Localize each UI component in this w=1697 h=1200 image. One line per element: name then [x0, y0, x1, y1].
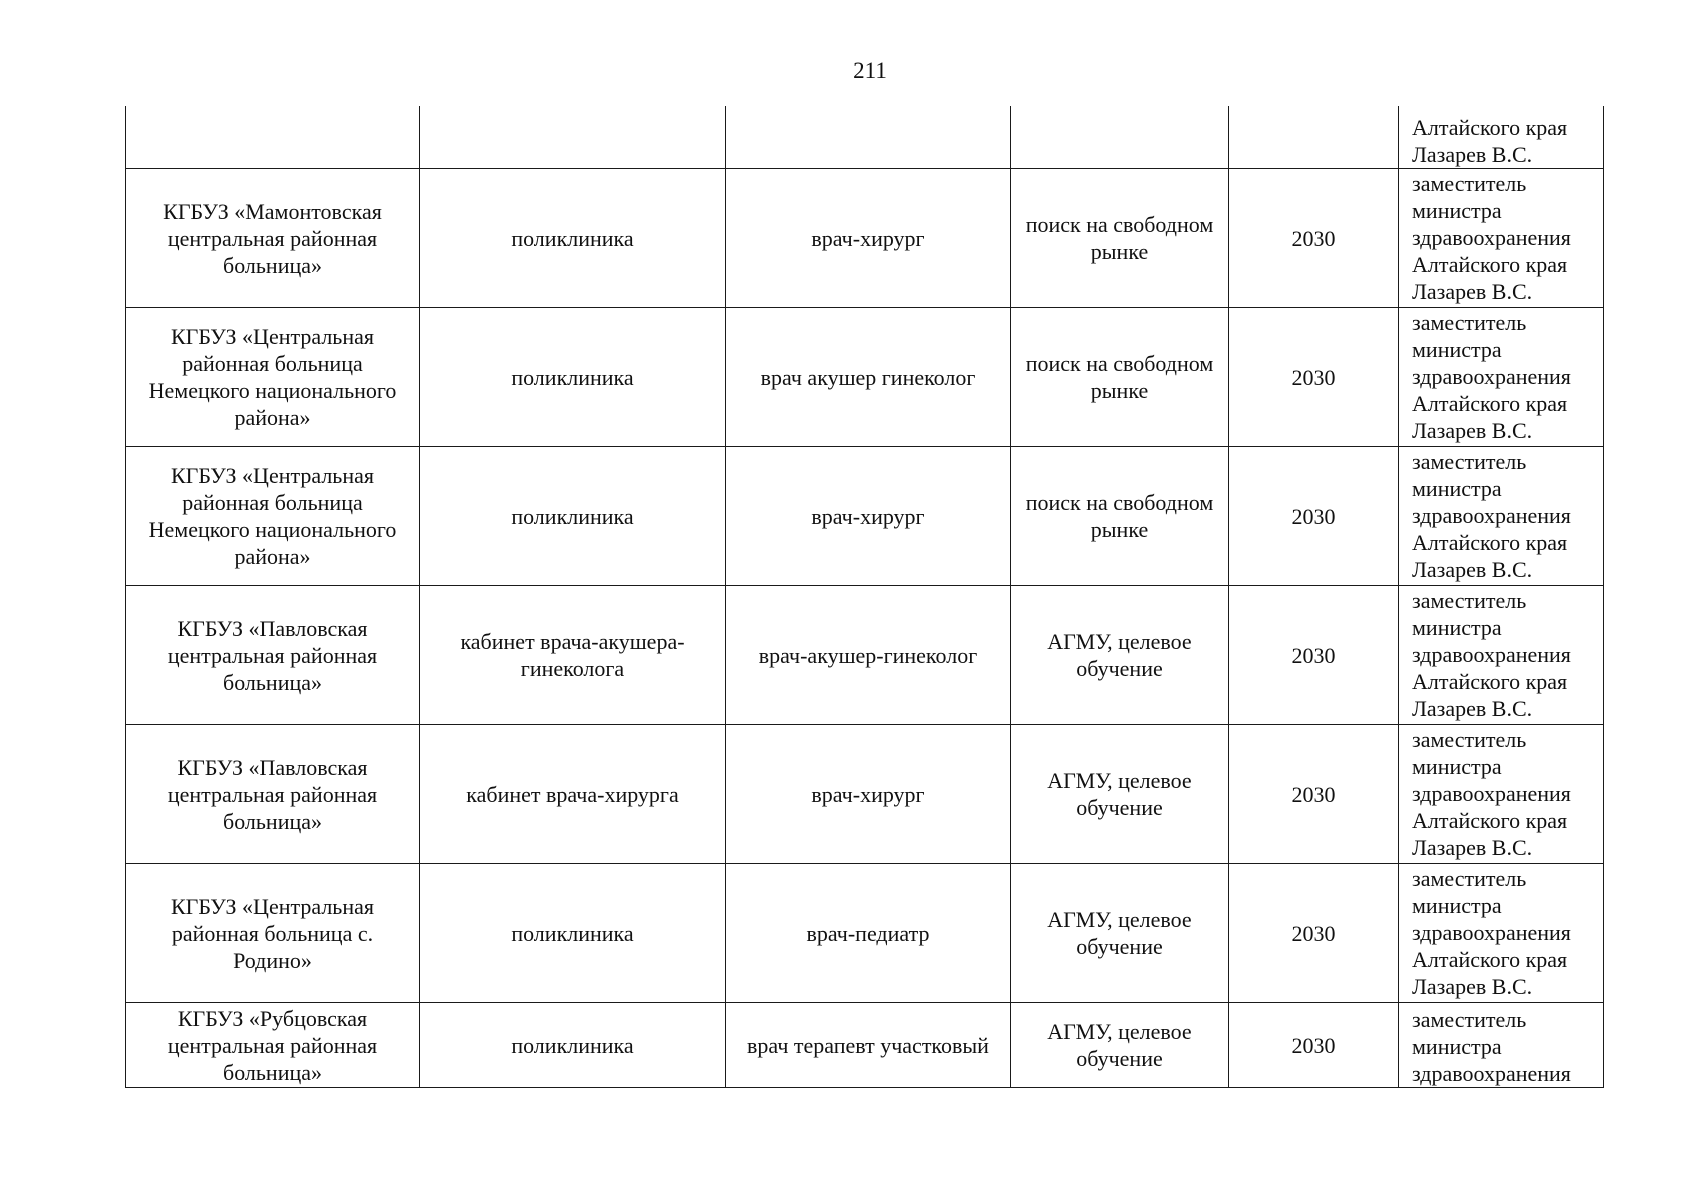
year-cell: 2030 [1229, 1003, 1399, 1088]
institution-cell: КГБУЗ «Центральная районная больница Немецкого национального района» [126, 447, 420, 586]
responsible-line: здравоохранения [1412, 503, 1571, 528]
source-cell: АГМУ, целевое обучение [1011, 1003, 1229, 1088]
table-row [126, 864, 1604, 1003]
responsible-line: здравоохранения [1412, 781, 1571, 806]
department-cell: поликлиника [420, 308, 726, 447]
staffing-plan-table [125, 106, 1604, 1088]
responsible-line: министра [1412, 198, 1502, 223]
responsible-line: Лазарев В.С. [1412, 418, 1533, 443]
responsible-line: министра [1412, 615, 1502, 640]
responsible-line: Алтайского края [1412, 115, 1568, 140]
responsible-line: заместитель [1412, 449, 1527, 474]
year-cell [1229, 106, 1399, 169]
responsible-line: министра [1412, 476, 1502, 501]
responsible-line: Лазарев В.С. [1412, 142, 1533, 167]
responsible-line: здравоохранения [1412, 642, 1571, 667]
table-row [126, 725, 1604, 864]
department-cell: поликлиника [420, 864, 726, 1003]
year-cell: 2030 [1229, 447, 1399, 586]
specialty-cell: врач-педиатр [726, 864, 1011, 1003]
responsible-cell [1399, 106, 1604, 169]
responsible-line: здравоохранения [1412, 364, 1571, 389]
institution-cell: КГБУЗ «Павловская центральная районная больница» [126, 586, 420, 725]
responsible-line: здравоохранения [1412, 225, 1571, 250]
institution-cell: КГБУЗ «Рубцовская центральная районная больница» [126, 1003, 420, 1088]
page-number: 211 [853, 58, 887, 83]
responsible-line: министра [1412, 337, 1502, 362]
responsible-line: здравоохранения [1412, 920, 1571, 945]
responsible-cell [1399, 308, 1604, 447]
responsible-line: Лазарев В.С. [1412, 557, 1533, 582]
table-row [126, 1003, 1604, 1088]
source-cell [1011, 106, 1229, 169]
specialty-cell: врач-хирург [726, 169, 1011, 308]
responsible-line: министра [1412, 1034, 1502, 1059]
institution-cell: КГБУЗ «Центральная районная больница с. Родино» [126, 864, 420, 1003]
responsible-cell [1399, 725, 1604, 864]
source-cell: АГМУ, целевое обучение [1011, 864, 1229, 1003]
responsible-line: Алтайского края [1412, 391, 1568, 416]
institution-cell: КГБУЗ «Центральная районная больница Немецкого национального района» [126, 308, 420, 447]
table-row [126, 308, 1604, 447]
responsible-line: Алтайского края [1412, 947, 1568, 972]
institution-cell: КГБУЗ «Мамонтовская центральная районная больница» [126, 169, 420, 308]
responsible-line: Алтайского края [1412, 530, 1568, 555]
responsible-line: заместитель [1412, 866, 1527, 891]
year-cell: 2030 [1229, 725, 1399, 864]
department-cell: кабинет врача-хирурга [420, 725, 726, 864]
responsible-cell [1399, 447, 1604, 586]
responsible-line: Алтайского края [1412, 669, 1568, 694]
specialty-cell: врач акушер гинеколог [726, 308, 1011, 447]
department-cell [420, 106, 726, 169]
year-cell: 2030 [1229, 169, 1399, 308]
year-cell: 2030 [1229, 308, 1399, 447]
source-cell: АГМУ, целевое обучение [1011, 725, 1229, 864]
source-cell: поиск на свободном рынке [1011, 308, 1229, 447]
responsible-line: Лазарев В.С. [1412, 835, 1533, 860]
responsible-cell [1399, 1003, 1604, 1088]
specialty-cell: врач-хирург [726, 725, 1011, 864]
year-cell: 2030 [1229, 586, 1399, 725]
responsible-line: заместитель [1412, 1007, 1527, 1032]
responsible-line: Лазарев В.С. [1412, 696, 1533, 721]
responsible-line: министра [1412, 893, 1502, 918]
specialty-cell: врач терапевт участковый [726, 1003, 1011, 1088]
department-cell: поликлиника [420, 169, 726, 308]
year-cell: 2030 [1229, 864, 1399, 1003]
source-cell: поиск на свободном рынке [1011, 169, 1229, 308]
responsible-line: заместитель [1412, 588, 1527, 613]
source-cell: АГМУ, целевое обучение [1011, 586, 1229, 725]
department-cell: поликлиника [420, 1003, 726, 1088]
source-cell: поиск на свободном рынке [1011, 447, 1229, 586]
table-row [126, 169, 1604, 308]
responsible-line: Лазарев В.С. [1412, 974, 1533, 999]
responsible-line: заместитель [1412, 727, 1527, 752]
specialty-cell: врач-хирург [726, 447, 1011, 586]
department-cell: кабинет врача-акушера-гинеколога [420, 586, 726, 725]
table-row [126, 586, 1604, 725]
responsible-line: Алтайского края [1412, 252, 1568, 277]
specialty-cell: врач-акушер-гинеколог [726, 586, 1011, 725]
table-row [126, 447, 1604, 586]
specialty-cell [726, 106, 1011, 169]
responsible-cell [1399, 586, 1604, 725]
department-cell: поликлиника [420, 447, 726, 586]
responsible-line: заместитель [1412, 171, 1527, 196]
responsible-line: заместитель [1412, 310, 1527, 335]
table-row-continuation [126, 106, 1604, 169]
responsible-line: Лазарев В.С. [1412, 279, 1533, 304]
institution-cell [126, 106, 420, 169]
responsible-cell [1399, 169, 1604, 308]
institution-cell: КГБУЗ «Павловская центральная районная больница» [126, 725, 420, 864]
responsible-cell [1399, 864, 1604, 1003]
responsible-line: министра [1412, 754, 1502, 779]
responsible-line: Алтайского края [1412, 808, 1568, 833]
responsible-line: здравоохранения [1412, 1061, 1571, 1086]
